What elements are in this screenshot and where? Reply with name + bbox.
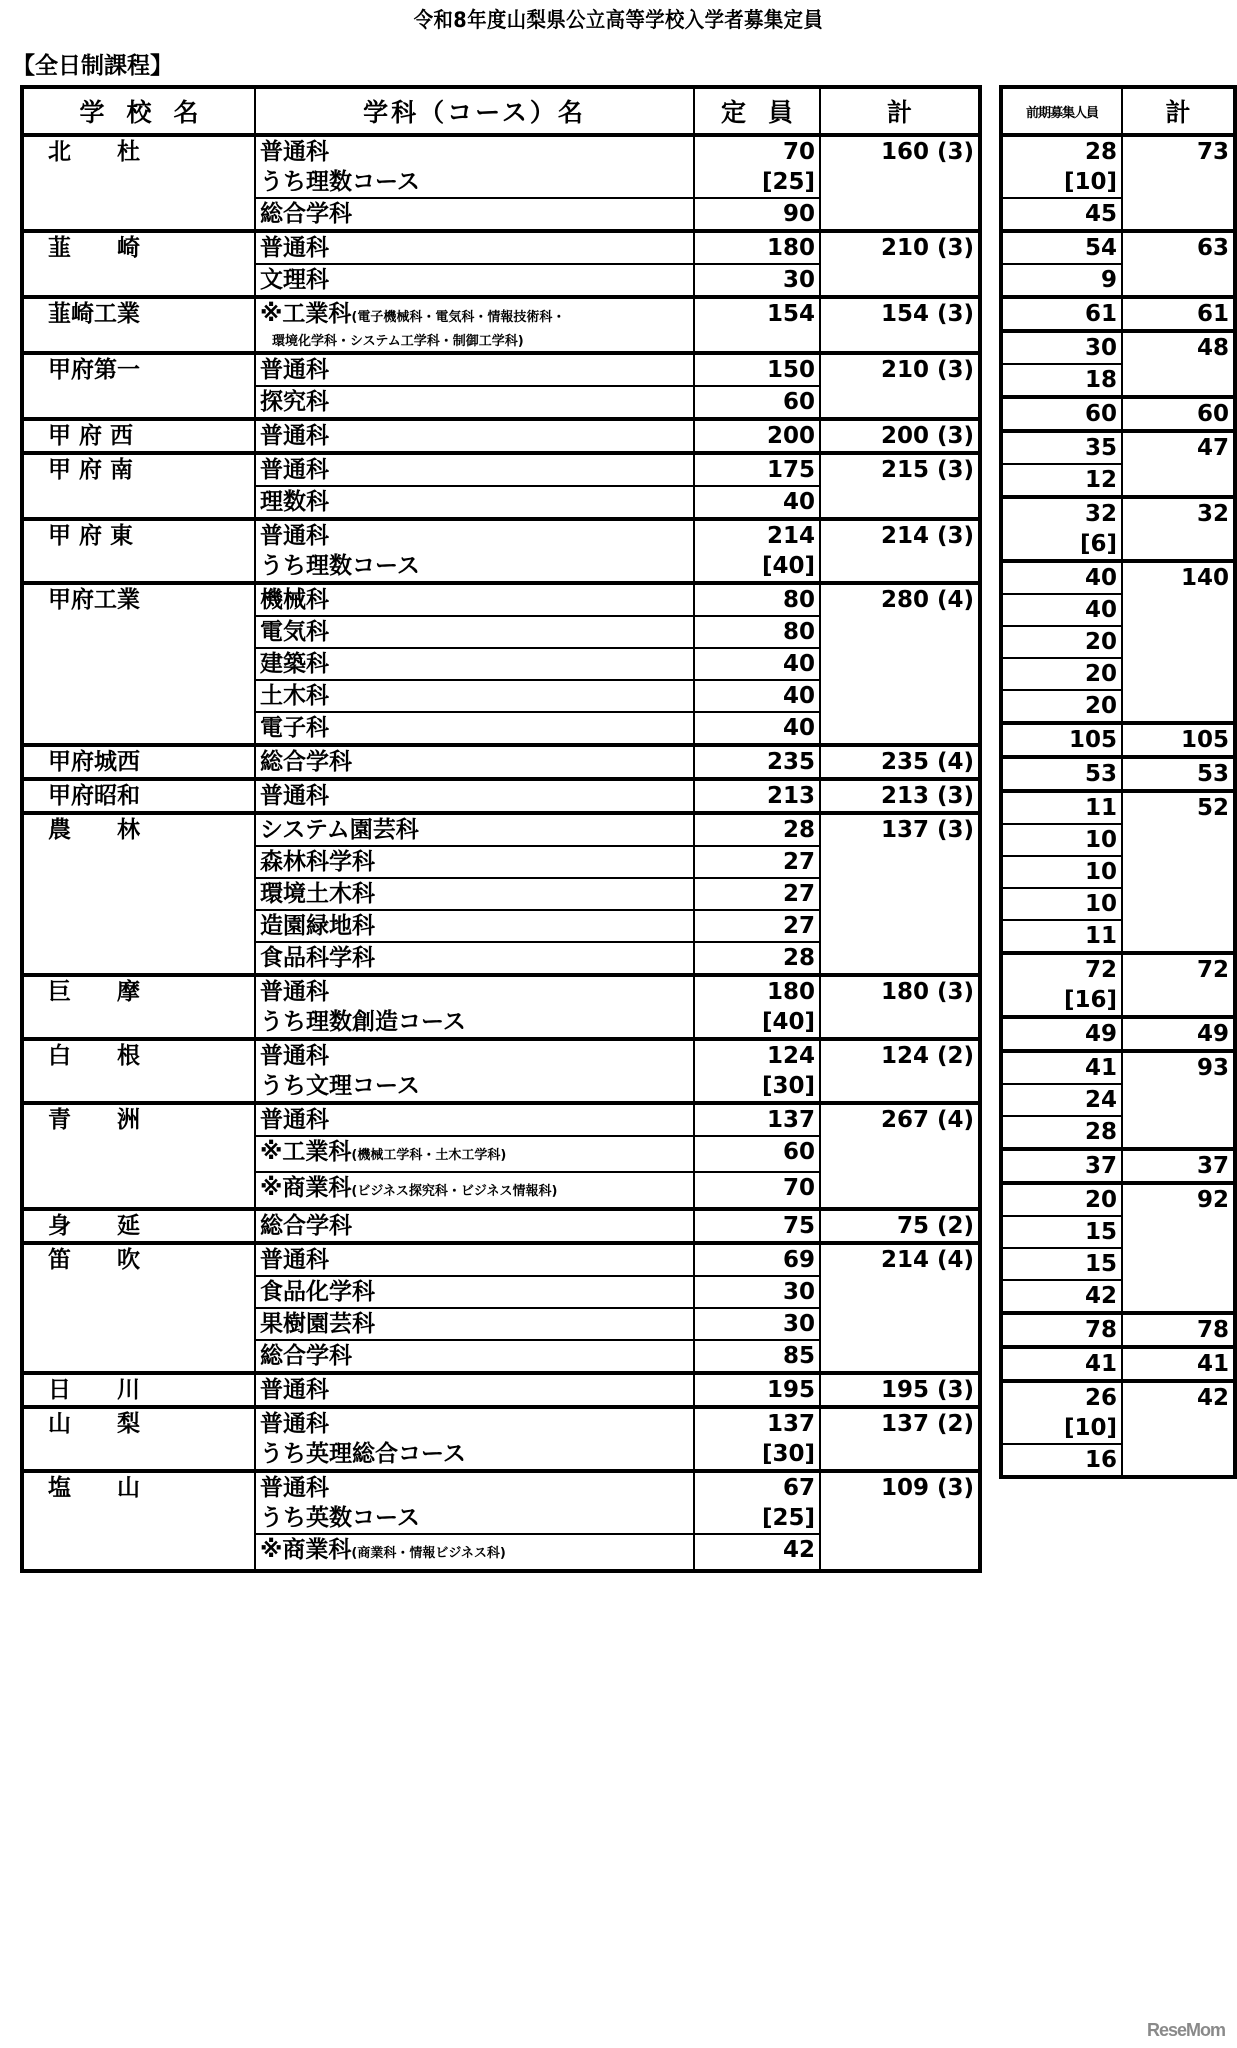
capacity-value: 60 [694,1136,820,1172]
early-recruitment-value: 40 [1001,561,1122,594]
department-name: 総合学科 [255,1209,694,1243]
capacity-value: 28 [694,813,820,846]
capacity-main: 70 [782,139,815,165]
department-name: 土木科 [255,680,694,712]
school-name: 白 根 [22,1039,255,1103]
total-value: 235 (4) [820,745,980,779]
early-total-value: 48 [1122,331,1235,397]
side-table-row [1001,723,1235,757]
department-name: 普通科 [255,779,694,813]
department-name: 果樹園芸科 [255,1308,694,1340]
capacity-value: 40 [694,648,820,680]
header-early: 前期募集人員 [1001,87,1122,135]
side-table-body [1001,135,1235,1477]
early-recruitment-value: 16 [1001,1444,1122,1477]
header-capacity: 定員 [694,87,820,135]
early-total-value: 32 [1122,497,1235,561]
department-name: 建築科 [255,648,694,680]
side-table-row [1001,1149,1235,1183]
side-table-row [1001,1313,1235,1347]
capacity-main: 67 [782,1475,815,1501]
school-name: 身 延 [22,1209,255,1243]
school-name: 青 洲 [22,1103,255,1209]
total-value: 214 (3) [820,519,980,583]
early-recruitment-value: 28 [1001,1116,1122,1149]
department-name: 総合学科 [255,745,694,779]
school-name: 甲府城西 [22,745,255,779]
capacity-value: 27 [694,878,820,910]
early-recruitment-value: 12 [1001,464,1122,497]
early-sub: [10] [1063,169,1117,195]
total-value: 195 (3) [820,1373,980,1407]
early-total-value: 78 [1122,1313,1235,1347]
department-name: 普通科 [255,453,694,486]
side-table-row [1001,757,1235,791]
early-total-value: 61 [1122,297,1235,331]
table-body [22,135,980,1571]
early-recruitment-value: 45 [1001,198,1122,231]
capacity-value: 40 [694,712,820,745]
early-recruitment-value [1001,497,1122,561]
department-name: 食品科学科 [255,942,694,975]
school-name: 甲 府 南 [22,453,255,519]
early-recruitment-value: 10 [1001,888,1122,920]
dept-label: ※商業科 [260,1175,352,1201]
early-total-value: 105 [1122,723,1235,757]
early-total-value: 73 [1122,135,1235,231]
department-name [255,297,694,353]
capacity-value: 80 [694,616,820,648]
early-recruitment-value [1001,1017,1122,1051]
early-total-value: 49 [1122,1017,1235,1051]
total-value: 75 (2) [820,1209,980,1243]
early-recruitment-value: 10 [1001,856,1122,888]
capacity-value: 195 [694,1373,820,1407]
capacity-value: 70 [694,1172,820,1209]
header-total: 計 [820,87,980,135]
early-recruitment-value [1001,135,1122,198]
early-recruitment-value: 41 [1001,1051,1122,1084]
sub-course-label: うち理数創造コース [260,1009,466,1035]
school-name: 塩 山 [22,1471,255,1571]
dept-label: 普通科 [260,1043,329,1069]
header-school: 学校名 [22,87,255,135]
department-name: 電気科 [255,616,694,648]
early-recruitment-value: 53 [1001,757,1122,791]
dept-label: ※工業科 [260,301,352,327]
capacity-value: 235 [694,745,820,779]
school-name: 日 川 [22,1373,255,1407]
early-total-value: 63 [1122,231,1235,297]
department-name [255,135,694,198]
capacity-value: 75 [694,1209,820,1243]
total-value: 210 (3) [820,231,980,297]
department-name: 普通科 [255,353,694,386]
dept-label: 普通科 [260,139,329,165]
early-recruitment-value: 78 [1001,1313,1122,1347]
capacity-table [20,85,982,1573]
capacity-value: 60 [694,386,820,419]
early-recruitment-value: 42 [1001,1280,1122,1313]
early-recruitment-value [1001,1347,1122,1381]
capacity-value [694,1471,820,1534]
table-header-row [22,87,980,135]
dept-label: 普通科 [260,1411,329,1437]
side-table-row [1001,431,1235,464]
capacity-sub: [40] [761,1009,815,1035]
capacity-value: 200 [694,419,820,453]
total-value: 180 (3) [820,975,980,1039]
capacity-value: 180 [694,231,820,264]
department-name: 総合学科 [255,1340,694,1373]
early-recruitment-value: 11 [1001,791,1122,824]
capacity-value [694,519,820,583]
side-table-row [1001,791,1235,824]
total-value: 214 (4) [820,1243,980,1373]
department-name: 探究科 [255,386,694,419]
table-row [22,419,980,453]
dept-note: (機械工学科・土木工学科) [351,1148,507,1163]
capacity-value [694,1407,820,1471]
department-name: 総合学科 [255,198,694,231]
early-recruitment-value [1001,953,1122,1017]
department-name [255,1136,694,1172]
early-recruitment-value: 11 [1001,920,1122,953]
early-main: 72 [1084,957,1117,983]
header-early-total: 計 [1122,87,1235,135]
capacity-value: 90 [694,198,820,231]
total-value: 215 (3) [820,453,980,519]
early-recruitment-value: 61 [1001,297,1122,331]
capacity-sub: [25] [761,1505,815,1531]
capacity-value: 85 [694,1340,820,1373]
early-recruitment-value: 54 [1001,231,1122,264]
dept-note: (ビジネス探究科・ビジネス情報科) [351,1184,558,1199]
section-heading: 【全日制課程】 [12,53,173,79]
capacity-main: 137 [766,1411,815,1437]
early-recruitment-value [1001,1381,1122,1444]
dept-label: 普通科 [260,979,329,1005]
table-row [22,353,980,386]
early-recruitment-value: 15 [1001,1216,1122,1248]
capacity-sub: [40] [761,553,815,579]
capacity-value: 80 [694,583,820,616]
department-name: 機械科 [255,583,694,616]
total-value: 160 (3) [820,135,980,231]
total-value: 267 (4) [820,1103,980,1209]
early-total-value: 72 [1122,953,1235,1017]
side-table-row [1001,331,1235,364]
department-name: 造園緑地科 [255,910,694,942]
early-recruitment-value: 40 [1001,594,1122,626]
department-name: 電子科 [255,712,694,745]
resemom-watermark-logo: ReseMom [1146,2020,1225,2040]
early-recruitment-value: 15 [1001,1248,1122,1280]
department-name: 普通科 [255,1373,694,1407]
department-name: 普通科 [255,1103,694,1136]
early-main: 28 [1084,139,1117,165]
sub-course-label: うち文理コース [260,1073,420,1099]
early-main: 41 [1084,1351,1117,1377]
capacity-sub: [25] [761,169,815,195]
early-total-value: 41 [1122,1347,1235,1381]
early-recruitment-value: 20 [1001,690,1122,723]
capacity-sub: [30] [761,1441,815,1467]
early-recruitment-value: 60 [1001,397,1122,431]
school-name: 甲府昭和 [22,779,255,813]
early-total-value: 60 [1122,397,1235,431]
sub-course-label: うち英理総合コース [260,1441,466,1467]
department-name: 食品化学科 [255,1276,694,1308]
capacity-main: 124 [766,1043,815,1069]
capacity-value: 40 [694,680,820,712]
school-name: 巨 摩 [22,975,255,1039]
early-main: 26 [1084,1385,1117,1411]
early-recruitment-value: 18 [1001,364,1122,397]
capacity-value: 27 [694,846,820,878]
total-value: 154 (3) [820,297,980,353]
capacity-value: 30 [694,264,820,297]
department-name: 環境土木科 [255,878,694,910]
dept-label: 普通科 [260,1475,329,1501]
total-value: 109 (3) [820,1471,980,1571]
school-name: 笛 吹 [22,1243,255,1373]
total-value: 280 (4) [820,583,980,745]
total-value: 210 (3) [820,353,980,419]
school-name: 甲 府 東 [22,519,255,583]
table-row [22,231,980,264]
early-total-value: 93 [1122,1051,1235,1149]
side-table-row [1001,1051,1235,1084]
early-recruitment-value: 9 [1001,264,1122,297]
early-main: 32 [1084,501,1117,527]
early-total-value: 140 [1122,561,1235,723]
side-table-row [1001,397,1235,431]
early-total-value: 37 [1122,1149,1235,1183]
early-recruitment-value: 20 [1001,658,1122,690]
capacity-main: 180 [766,979,815,1005]
early-main: 49 [1084,1021,1117,1047]
early-recruitment-value: 30 [1001,331,1122,364]
department-name: システム園芸科 [255,813,694,846]
total-value: 137 (2) [820,1407,980,1471]
dept-note: (商業科・情報ビジネス科) [351,1546,506,1561]
school-name: 甲府第一 [22,353,255,419]
capacity-main: 214 [766,523,815,549]
table-row [22,745,980,779]
early-recruitment-value: 24 [1001,1084,1122,1116]
early-recruitment-value: 35 [1001,431,1122,464]
table-row [22,1243,980,1276]
early-total-value: 42 [1122,1381,1235,1477]
capacity-value: 213 [694,779,820,813]
capacity-value: 40 [694,486,820,519]
table-row [22,1373,980,1407]
table-row [22,1103,980,1136]
capacity-sub: [30] [761,1073,815,1099]
dept-note: (電子機械科・電気科・情報技術科・ [351,310,566,325]
early-total-value: 53 [1122,757,1235,791]
table-row [22,453,980,486]
capacity-value: 69 [694,1243,820,1276]
sub-course-label: うち理数コース [260,553,420,579]
capacity-value: 27 [694,910,820,942]
capacity-value: 150 [694,353,820,386]
total-value: 124 (2) [820,1039,980,1103]
early-total-value: 52 [1122,791,1235,953]
capacity-value [694,1039,820,1103]
department-name: 文理科 [255,264,694,297]
capacity-value: 30 [694,1276,820,1308]
early-sub: [10] [1063,1415,1117,1441]
early-sub: [6] [1079,531,1117,557]
total-value: 213 (3) [820,779,980,813]
capacity-value: 30 [694,1308,820,1340]
capacity-value: 42 [694,1534,820,1571]
total-value: 137 (3) [820,813,980,975]
early-sub: [16] [1063,987,1117,1013]
sub-course-label: うち理数コース [260,169,420,195]
early-recruitment-value: 20 [1001,626,1122,658]
early-recruitment-value: 20 [1001,1183,1122,1216]
department-name [255,1534,694,1571]
department-name [255,1471,694,1534]
document-title: 令和8年度山梨県公立高等学校入学者募集定員 [413,8,824,32]
department-name: 普通科 [255,1243,694,1276]
early-recruitment-value: 37 [1001,1149,1122,1183]
school-name: 北 杜 [22,135,255,231]
table-row [22,583,980,616]
department-name [255,519,694,583]
dept-label: 普通科 [260,523,329,549]
department-name: 理数科 [255,486,694,519]
table-row [22,779,980,813]
capacity-value [694,975,820,1039]
side-table-row [1001,231,1235,264]
table-row [22,813,980,846]
dept-label: ※商業科 [260,1537,352,1563]
department-name: 普通科 [255,419,694,453]
early-total-value: 92 [1122,1183,1235,1313]
capacity-value: 175 [694,453,820,486]
department-name: 森林科学科 [255,846,694,878]
department-name [255,1039,694,1103]
capacity-value: 28 [694,942,820,975]
school-name: 甲府工業 [22,583,255,745]
early-recruitment-table [999,85,1237,1479]
capacity-value: 154 [694,297,820,353]
school-name: 山 梨 [22,1407,255,1471]
dept-label: ※工業科 [260,1139,352,1165]
school-name: 甲 府 西 [22,419,255,453]
table-row [22,1209,980,1243]
dept-note-line2: 環境化学科・システム工学科・制御工学科) [272,334,524,349]
early-recruitment-value: 105 [1001,723,1122,757]
school-name: 韮 崎 [22,231,255,297]
capacity-value [694,135,820,198]
header-dept: 学科（コース）名 [255,87,694,135]
department-name [255,1407,694,1471]
total-value: 200 (3) [820,419,980,453]
department-name [255,1172,694,1209]
department-name [255,975,694,1039]
early-total-value: 47 [1122,431,1235,497]
department-name: 普通科 [255,231,694,264]
sub-course-label: うち英数コース [260,1505,420,1531]
side-table-row [1001,1183,1235,1216]
school-name: 農 林 [22,813,255,975]
early-recruitment-value: 10 [1001,824,1122,856]
capacity-value: 137 [694,1103,820,1136]
school-name: 韮崎工業 [22,297,255,353]
side-header-row [1001,87,1235,135]
side-table-row [1001,561,1235,594]
